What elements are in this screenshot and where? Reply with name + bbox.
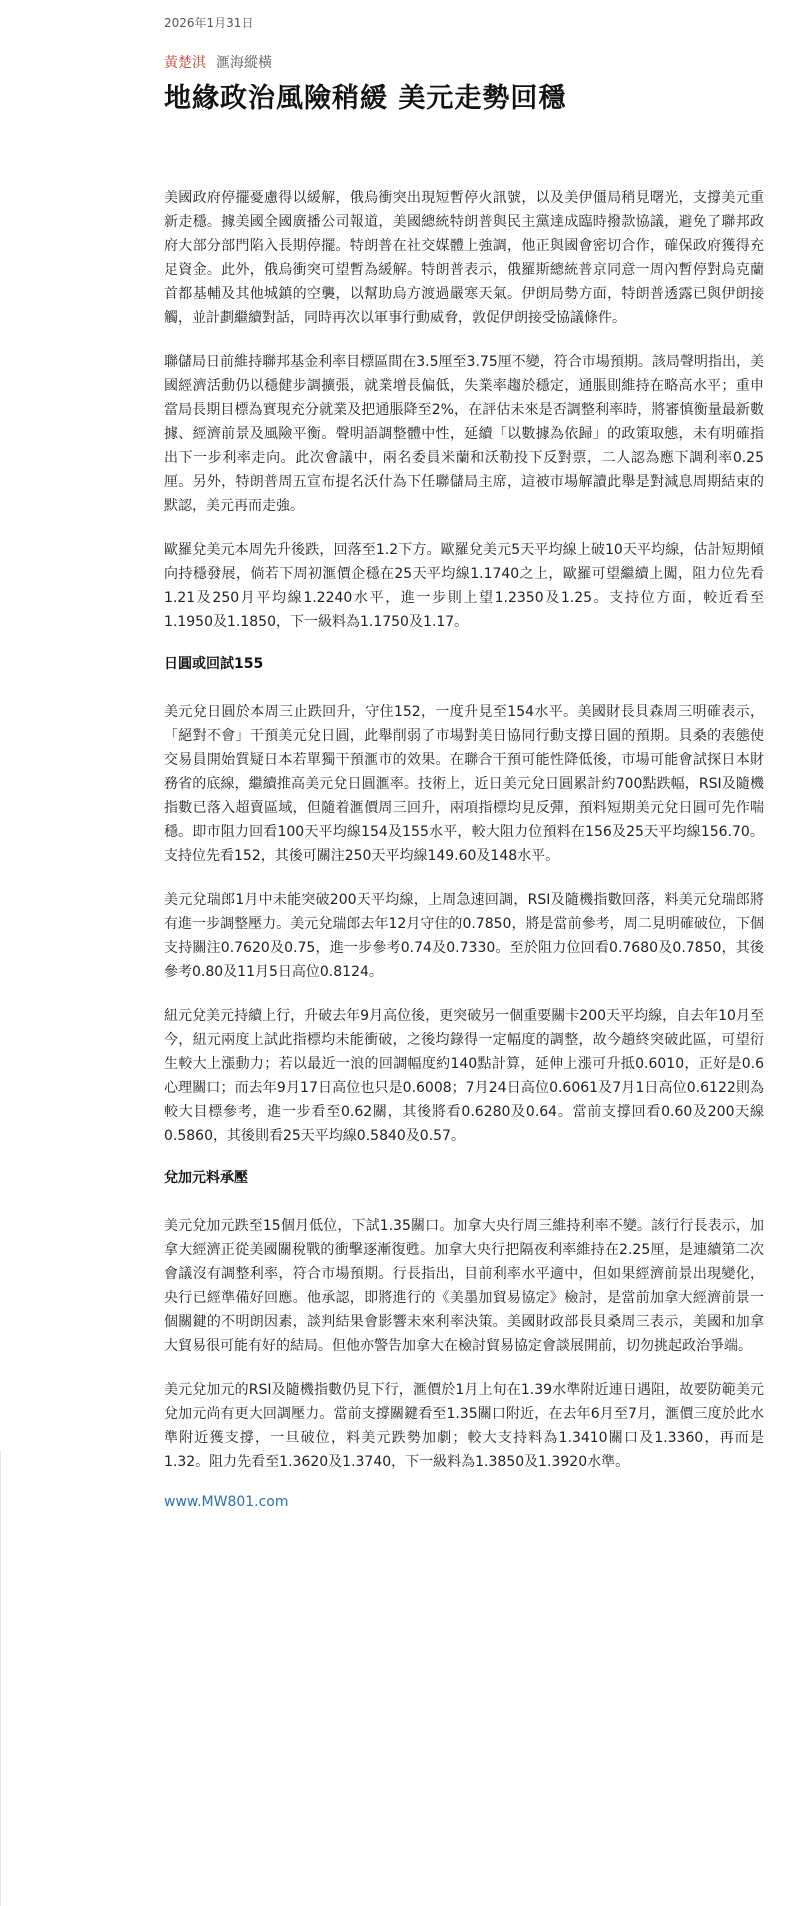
article-body [164, 186, 764, 1510]
section-heading: 兌加元料承壓 [164, 1170, 248, 1186]
headline: 地緣政治風險稍緩 美元走勢回穩 [164, 83, 567, 114]
paragraph: 美國政府停擺憂慮得以緩解，俄烏衝突出現短暫停火訊號，以及美伊僵局稍見曙光，支撐美元重新走穩。據美國全國廣播公司報道，美國總統特朗普與民主黨達成臨時撥款協議，避免了聯邦政府大部分部門陷入長期停擺。特朗普在社交媒體上強調，他正與國會密切合作，確保政府獲得充足資金。此外，俄烏衝突可望暫為緩解。特朗普表示，俄羅斯總統普京同意一周內暫停對烏克蘭首都基輔及其他城鎮的空襲，以幫助烏方渡過嚴寒天氣。伊朗局勢方面，特朗普透露已與伊朗接觸，並計劃繼續對話，同時再次以軍事行動威脅，敦促伊朗接受協議條件。 [164, 190, 764, 326]
paragraph: 美元兌瑞郎1月中未能突破200天平均線，上周急速回調，RSI及隨機指數回落，料美元兌瑞郎將有進一步調整壓力。美元兌瑞郎去年12月守住的0.7850，將是當前參考，周二見明確破位，下個支持關注0.7620及0.75，進一步參考0.74及0.7330。至於阻力位回看0.7680及0.7850，其後參考0.80及11月5日高位0.8124。 [164, 892, 764, 980]
paragraph: 聯儲局日前維持聯邦基金利率目標區間在3.5厘至3.75厘不變，符合市場預期。該局聲明指出，美國經濟活動仍以穩健步調擴張，就業增長偏低，失業率趨於穩定，通脹則維持在略高水平；重申當局長期目標為實現充分就業及把通脹降至2%，在評估未來是否調整利率時，將審慎衡量最新數據、經濟前景及風險平衡。聲明語調整體中性，延續「以數據為依歸」的政策取態，未有明確指出下一步利率走向。此次會議中，兩名委員米蘭和沃勒投下反對票，二人認為應下調利率0.25厘。另外，特朗普周五宣布提名沃什為下任聯儲局主席，這被市場解讀此舉是對減息周期結束的默認，美元再而走強。 [164, 354, 764, 514]
byline [164, 52, 272, 72]
paragraph: 歐羅兌美元本周先升後跌，回落至1.2下方。歐羅兌美元5天平均線上破10天平均線，估計短期傾向持穩發展，倘若下周初滙價企穩在25天平均線1.1740之上，歐羅可望繼續上闖，阻力位先看1.21及250月平均線1.2240水平，進一步則上望1.2350及1.25。支持位方面，較近看至1.1950及1.1850，下一級料為1.1750及1.17。 [164, 542, 764, 630]
paragraph: 紐元兌美元持續上行，升破去年9月高位後，更突破另一個重要關卡200天平均線，自去年10月至今，紐元兩度上試此指標均未能衝破，之後均錄得一定幅度的調整，故今趟終突破此區，可望衍生較大上漲動力；若以最近一浪的回調幅度約140點計算，延伸上漲可升抵0.6010，正好是0.6心理關口；而去年9月17日高位也只是0.6008；7月24日高位0.6061及7月1日高位0.6122則為較大目標參考，進一步看至0.62關，其後將看0.6280及0.64。當前支撐回看0.60及200天線0.5860，其後則看25天平均線0.5840及0.57。 [164, 1008, 764, 1144]
section-heading: 日圓或回試155 [164, 656, 264, 672]
site-link[interactable]: www.MW801.com [164, 1494, 289, 1510]
paragraph: 美元兌加元跌至15個月低位，下試1.35關口。加拿大央行周三維持利率不變。該行行長表示，加拿大經濟正從美國關稅戰的衝擊逐漸復甦。加拿大央行把隔夜利率維持在2.25厘，是連續第二次會議沒有調整利率，符合市場預期。行長指出，目前利率水平適中，但如果經濟前景出現變化，央行已經準備好回應。他承認，即將進行的《美墨加貿易協定》檢討，是當前加拿大經濟前景一個關鍵的不明朗因素，談判結果會影響未來利率決策。美國財政部長貝桑周三表示，美國和加拿大貿易很可能有好的結局。但他亦警告加拿大在檢討貿易協定會談展開前，切勿挑起政治爭端。 [164, 1218, 764, 1354]
left-divider [0, 1450, 1, 1906]
publish-date: 2026年1月31日 [164, 16, 254, 30]
paragraph: 美元兌加元的RSI及隨機指數仍見下行，滙價於1月上旬在1.39水準附近連日遇阻，故要防範美元兌加元尚有更大回調壓力。當前支撐關鍵看至1.35關口附近，在去年6月至7月，滙價三度於此水準附近獲支撐，一旦破位，料美元跌勢加劇；較大支持料為1.3410關口及1.3360，再而是1.32。阻力先看至1.3620及1.3740，下一級料為1.3850及1.3920水準。 [164, 1382, 764, 1470]
column-name[interactable]: 滙海縱橫 [216, 55, 272, 71]
author-name[interactable]: 黃楚淇 [164, 55, 206, 71]
paragraph: 美元兌日圓於本周三止跌回升，守住152，一度升見至154水平。美國財長貝森周三明確表示，「絕對不會」干預美元兌日圓，此舉削弱了市場對美日協同行動支撐日圓的預期。貝桑的表態使交易員開始質疑日本若單獨干預滙市的效果。在聯合干預可能性降低後，市場可能會試探日本財務省的底線，繼續推高美元兌日圓滙率。技術上，近日美元兌日圓累計約700點跌幅，RSI及隨機指數已落入超賣區域，但隨着滙價周三回升，兩項指標均見反彈，預料短期美元兌日圓可先作喘穩。即市阻力回看100天平均線154及155水平，較大阻力位預料在156及25天平均線156.70。支持位先看152，其後可關注250天平均線149.60及148水平。 [164, 704, 764, 864]
